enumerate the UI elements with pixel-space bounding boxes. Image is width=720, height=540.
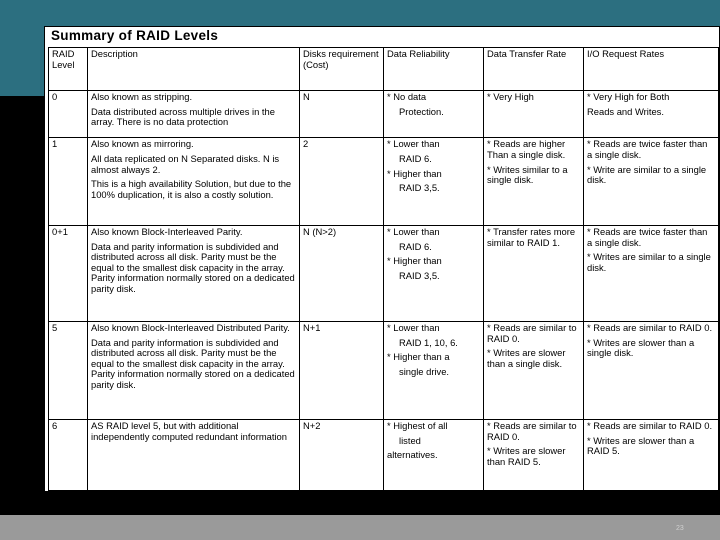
cell-raid-level: 0 (49, 91, 88, 138)
cell-text-line: Data and parity information is subdivided and distributed across all disk. Parity must be the equal to the smallest disk capacity in the array. Parity information normally stored on a dedicated parity disk. (91, 336, 295, 391)
cell-text-line: * Writes are slower than a single disk. (587, 336, 695, 359)
cell-text-line: * Lower than (387, 226, 440, 238)
cell-text-line: * Reads are similar to RAID 0. (487, 420, 577, 442)
cell-data-reliability (384, 138, 484, 226)
cell-data-reliability (384, 91, 484, 138)
table-row (49, 91, 719, 138)
cell-raid-level: 6 (49, 420, 88, 491)
header-disks-requirement: Disks requirement (Cost) (300, 48, 384, 91)
cell-text-line: Protection. (399, 105, 444, 117)
cell-text-line: All data replicated on N Separated disks. N is almost always 2. (91, 153, 280, 175)
cell-text-line: * Writes are similar to a single disk. (587, 251, 711, 273)
cell-text-line: Data distributed across multiple drives in the array. There is no data protection (91, 105, 275, 128)
cell-data-reliability (384, 226, 484, 322)
cell-description (88, 91, 300, 138)
cell-data-transfer-rate (484, 420, 584, 491)
cell-text-line: RAID 6. (399, 240, 432, 252)
cell-disks-requirement: 2 (300, 138, 384, 226)
header-raid-level: RAID Level (49, 48, 88, 91)
cell-data-transfer-rate (484, 91, 584, 138)
cell-text-line: * Very High for Both (587, 91, 670, 102)
cell-text-line: Data and parity information is subdivided and distributed across all disk. Parity must be the equal to the smallest disk capacity in the array. Parity information normally stored on a dedicated parity disk. (91, 240, 295, 295)
cell-raid-level: 0+1 (49, 226, 88, 322)
table-row (49, 420, 719, 491)
cell-text-line: * Reads are higher Than a single disk. (487, 138, 566, 161)
cell-data-reliability (384, 420, 484, 491)
cell-description (88, 420, 300, 491)
table-row (49, 138, 719, 226)
cell-text-line: * Writes are slower than a single disk. (487, 347, 566, 369)
cell-text-line: * Reads are similar to RAID 0. (587, 322, 713, 334)
cell-text-line: alternatives. (387, 449, 438, 461)
cell-data-reliability (384, 322, 484, 420)
cell-disks-requirement: N (300, 91, 384, 138)
cell-io-request-rates (584, 138, 719, 226)
cell-data-transfer-rate (484, 322, 584, 420)
cell-text-line: * Higher than a (387, 351, 450, 363)
cell-io-request-rates (584, 91, 719, 138)
cell-text-line: Also known Block-Interleaved Distributed Parity. (91, 322, 290, 334)
header-data-reliability: Data Reliability (384, 48, 484, 91)
cell-text-line: * Writes similar to a single disk. (487, 163, 568, 186)
cell-text-line: * Higher than (387, 167, 442, 179)
cell-raid-level: 5 (49, 322, 88, 420)
raid-summary-sheet (44, 26, 720, 492)
cell-description (88, 322, 300, 420)
cell-data-transfer-rate (484, 138, 584, 226)
cell-text-line: RAID 6. (399, 153, 432, 165)
table-row (49, 322, 719, 420)
cell-text-line: RAID 3,5. (399, 269, 440, 281)
page-number: 23 (676, 525, 684, 532)
footer-bar (0, 515, 720, 540)
cell-text-line: * No data (387, 91, 427, 102)
cell-text-line: * Writes are slower than a RAID 5. (587, 434, 695, 457)
cell-text-line: * Lower than (387, 138, 440, 150)
cell-disks-requirement: N+1 (300, 322, 384, 420)
cell-disks-requirement: N (N>2) (300, 226, 384, 322)
cell-text-line: Also known as stripping. (91, 91, 193, 102)
cell-text-line: RAID 3,5. (399, 182, 440, 194)
cell-text-line: * Reads are similar to RAID 0. (487, 322, 577, 344)
cell-disks-requirement: N+2 (300, 420, 384, 491)
cell-text-line: * Reads are similar to RAID 0. (587, 420, 713, 432)
cell-description (88, 138, 300, 226)
cell-text-line: * Write are similar to a single disk. (587, 163, 707, 186)
cell-text-line: This is a high availability Solution, but due to the 100% duplication, it is also a costly solution. (91, 178, 292, 200)
cell-text-line: listed (399, 434, 421, 446)
cell-text-line: RAID 1, 10, 6. (399, 336, 458, 348)
cell-text-line: * Highest of all (387, 420, 448, 432)
table-header-row (49, 48, 719, 91)
cell-text-line: * Reads are twice faster than a single disk. (587, 226, 708, 248)
header-data-transfer-rate: Data Transfer Rate (484, 48, 584, 91)
cell-text-line: single drive. (399, 365, 450, 377)
cell-text-line: Reads and Writes. (587, 105, 664, 117)
cell-text-line: * Higher than (387, 255, 442, 267)
cell-text-line: * Reads are twice faster than a single disk. (587, 138, 708, 161)
header-description: Description (88, 48, 300, 91)
header-io-request-rates: I/O Request Rates (584, 48, 719, 91)
cell-io-request-rates (584, 322, 719, 420)
cell-text-line: Also known as mirroring. (91, 138, 194, 150)
cell-description (88, 226, 300, 322)
cell-text-line: Also known Block-Interleaved Parity. (91, 226, 243, 238)
cell-text-line: * Very High (487, 91, 534, 102)
document-title: Summary of RAID Levels (51, 28, 219, 43)
cell-text-line: AS RAID level 5, but with additional independently computed redundant information (91, 420, 287, 442)
raid-table (48, 47, 719, 491)
table-row (49, 226, 719, 322)
cell-text-line: * Transfer rates more similar to RAID 1. (487, 226, 576, 248)
cell-text-line: * Lower than (387, 322, 440, 334)
cell-data-transfer-rate (484, 226, 584, 322)
cell-text-line: * Writes are slower than RAID 5. (487, 445, 566, 468)
cell-io-request-rates (584, 226, 719, 322)
cell-raid-level: 1 (49, 138, 88, 226)
cell-io-request-rates (584, 420, 719, 491)
